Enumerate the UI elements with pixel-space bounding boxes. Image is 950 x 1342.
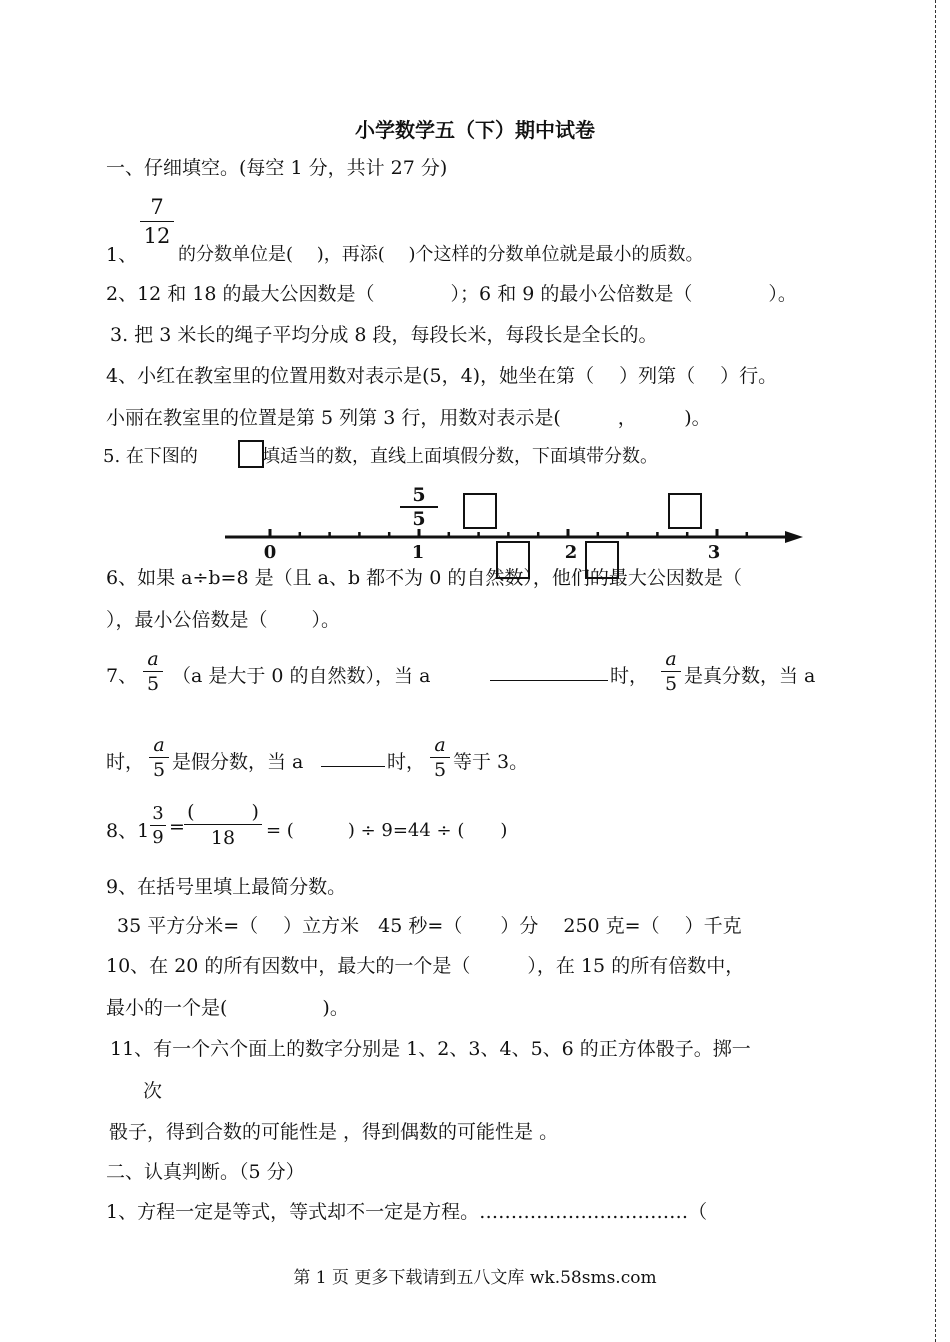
tick-label-0: 0 [263,542,277,563]
q7-frac-1 [143,648,163,697]
q7-frac-1-num: a [143,648,163,672]
page-edge-dashed-line [935,0,936,1342]
q10-line2: 最小的一个是( )。 [106,997,349,1019]
section-2-heading: 二、认真判断。（5 分） [106,1161,305,1183]
q7-text-6: 等于 3。 [453,751,529,773]
q10-line1: 10、在 20 的所有因数中，最大的一个是（ ），在 15 的所有倍数中， [106,955,745,977]
numberline-fraction-denominator: 5 [412,508,426,530]
q7-frac-2 [661,648,681,697]
q7-text-2: 时， [610,665,649,687]
q5-text-part1: 5. 在下图的 [103,446,198,467]
answer-box-above-2[interactable] [668,493,702,529]
q2-text: 2、12 和 18 的最大公因数是（ ）；6 和 9 的最小公倍数是（ ）。 [106,283,797,305]
q7-prefix: 7、 [106,665,138,687]
q11-line1: 11、有一个六个面上的数字分别是 1、2、3、4、5、6 的正方体骰子。掷一 [110,1038,751,1060]
judge-1-text: 1、方程一定是等式，等式却不一定是方程。……………………………（ [106,1201,708,1223]
q1-fraction [140,195,174,248]
q4-line1: 4、小红在教室里的位置用数对表示是(5，4)，她坐在第（ ）列第（ ）行。 [106,365,778,387]
page-title: 小学数学五（下）期中试卷 [355,118,595,142]
q5-inline-box [238,440,264,468]
tick-label-2: 2 [564,542,578,563]
numberline-fraction [400,484,438,530]
q7-text-1: （a 是大于 0 的自然数），当 a [172,665,431,687]
q11-line2: 次 [143,1080,163,1102]
q11-line3: 骰子，得到合数的可能性是 ，得到偶数的可能性是 。 [109,1121,559,1143]
numberline-fraction-numerator: 5 [400,484,438,508]
q7-blank-2[interactable] [321,766,385,767]
q8-paren-num: ( ) [184,800,262,825]
q4-line2: 小丽在教室里的位置是第 5 列第 3 行，用数对表示是( ， )。 [106,407,711,429]
q1-text: 的分数单位是( )，再添( )个这样的分数单位就是最小的质数。 [178,244,704,265]
q6-line2: ），最小公倍数是（ ）。 [106,609,341,631]
q1-prefix: 1、 [106,244,138,266]
q8-paren-den: 18 [210,827,236,849]
q9-items: 35 平方分米=（ ）立方米 45 秒=（ ）分 250 克=（ ）千克 [117,915,742,937]
q8-mixed-frac [150,803,166,850]
q7-frac-3-num: a [149,734,169,758]
q7-frac-4-den: 5 [433,759,447,781]
q7-frac-3-den: 5 [152,759,166,781]
q7-blank-1[interactable] [490,680,608,681]
q1-fraction-denominator: 12 [143,224,171,248]
q7-line2-prefix: 时， [106,751,145,773]
q8-paren-frac [184,800,262,851]
q8-eq1: = [169,816,185,838]
q8-prefix: 8、1 [106,820,150,842]
section-1-heading: 一、仔细填空。(每空 1 分，共计 27 分) [106,157,448,179]
q8-mixed-num: 3 [150,803,166,826]
q7-frac-4 [430,734,450,783]
q8-rest: = ( ) ÷ 9=44 ÷ ( ) [266,820,508,841]
tick-label-1: 1 [411,542,425,563]
q9-text: 9、在括号里填上最简分数。 [106,876,347,898]
number-line-arrow-icon [785,531,803,543]
q7-text-5: 时， [387,751,426,773]
q5-text-part2: 填适当的数，直线上面填假分数，下面填带分数。 [262,446,658,467]
q1-fraction-numerator: 7 [140,195,174,222]
q7-text-3: 是真分数，当 a [684,665,816,687]
q7-frac-2-num: a [661,648,681,672]
q7-text-4: 是假分数，当 a [172,751,304,773]
page-footer: 第 1 页 更多下载请到五八文库 wk.58sms.com [293,1268,657,1288]
q6-line1: 6、如果 a÷b=8 是（且 a、b 都不为 0 的自然数），他们的最大公因数是（ [106,567,742,589]
tick-label-3: 3 [707,542,721,563]
q7-frac-2-den: 5 [664,673,678,695]
q7-frac-4-num: a [430,734,450,758]
q7-frac-1-den: 5 [146,673,160,695]
q7-frac-3 [149,734,169,783]
answer-box-above-1[interactable] [463,493,497,529]
q8-mixed-den: 9 [152,827,164,848]
q3-text: 3. 把 3 米长的绳子平均分成 8 段，每段长米，每段长是全长的。 [110,324,658,346]
